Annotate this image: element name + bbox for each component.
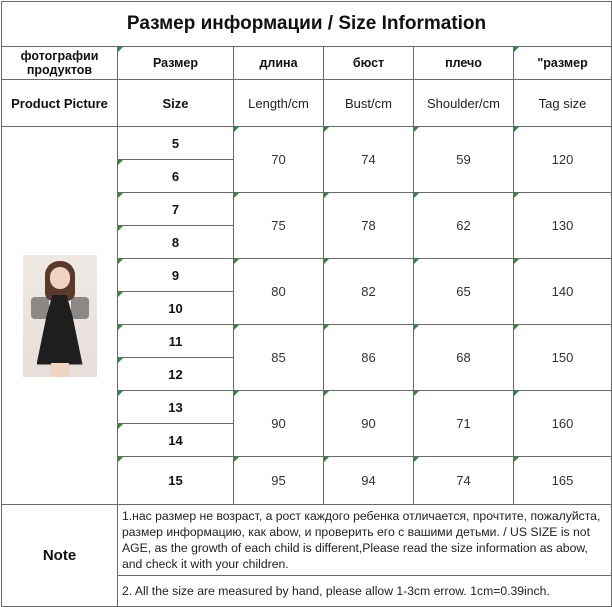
shoulder-cell: 74	[414, 457, 514, 505]
tag-size-cell: 140	[514, 259, 612, 325]
bust-cell: 74	[324, 127, 414, 193]
size-cell: 12	[118, 358, 234, 391]
size-cell: 5	[118, 127, 234, 160]
size-cell: 8	[118, 226, 234, 259]
product-picture-cell	[2, 127, 118, 505]
header-en-shoulder: Shoulder/cm	[414, 80, 514, 127]
tag-size-cell: 130	[514, 193, 612, 259]
bust-cell: 86	[324, 325, 414, 391]
shoulder-cell: 71	[414, 391, 514, 457]
table-row	[2, 127, 612, 160]
header-ru-size: Размер	[118, 47, 234, 80]
size-cell: 6	[118, 160, 234, 193]
size-cell: 15	[118, 457, 234, 505]
length-cell: 70	[234, 127, 324, 193]
bust-cell: 94	[324, 457, 414, 505]
header-en-bust: Bust/cm	[324, 80, 414, 127]
tag-size-cell: 165	[514, 457, 612, 505]
length-cell: 85	[234, 325, 324, 391]
size-cell: 14	[118, 424, 234, 457]
product-photo	[23, 255, 97, 377]
note-text-1: 1.нас размер не возраст, а рост каждого ребенка отличается, прочтите, пожалуйста, размер информацию, как abow, и проверить его с вашими детьми. / US SIZE is not AGE, as the growth of each child is different,Please read the size information as abow, and check it with your children.	[118, 505, 612, 576]
size-cell: 7	[118, 193, 234, 226]
length-cell: 95	[234, 457, 324, 505]
header-ru-shoulder: плечо	[414, 47, 514, 80]
note-row	[2, 505, 612, 576]
shoulder-cell: 68	[414, 325, 514, 391]
size-cell: 10	[118, 292, 234, 325]
bust-cell: 82	[324, 259, 414, 325]
size-cell: 9	[118, 259, 234, 292]
header-en-size: Size	[118, 80, 234, 127]
size-cell: 13	[118, 391, 234, 424]
header-en-length: Length/cm	[234, 80, 324, 127]
header-en-product-picture: Product Picture	[2, 80, 118, 127]
tag-size-cell: 120	[514, 127, 612, 193]
header-row-russian	[2, 47, 612, 80]
header-ru-bust: бюст	[324, 47, 414, 80]
shoulder-cell: 62	[414, 193, 514, 259]
shoulder-cell: 59	[414, 127, 514, 193]
header-row-english	[2, 80, 612, 127]
note-label: Note	[2, 505, 118, 607]
header-ru-tag-size: "размер	[514, 47, 612, 80]
note-text-2: 2. All the size are measured by hand, please allow 1-3cm errow. 1cm=0.39inch.	[118, 576, 612, 607]
header-en-tag-size: Tag size	[514, 80, 612, 127]
tag-size-cell: 150	[514, 325, 612, 391]
header-ru-product-picture: фотографии продуктов	[2, 47, 118, 80]
bust-cell: 78	[324, 193, 414, 259]
size-information-table	[1, 1, 612, 607]
table-title: Размер информации / Size Information	[2, 2, 612, 47]
length-cell: 80	[234, 259, 324, 325]
tag-size-cell: 160	[514, 391, 612, 457]
length-cell: 75	[234, 193, 324, 259]
shoulder-cell: 65	[414, 259, 514, 325]
bust-cell: 90	[324, 391, 414, 457]
header-ru-length: длина	[234, 47, 324, 80]
length-cell: 90	[234, 391, 324, 457]
size-cell: 11	[118, 325, 234, 358]
